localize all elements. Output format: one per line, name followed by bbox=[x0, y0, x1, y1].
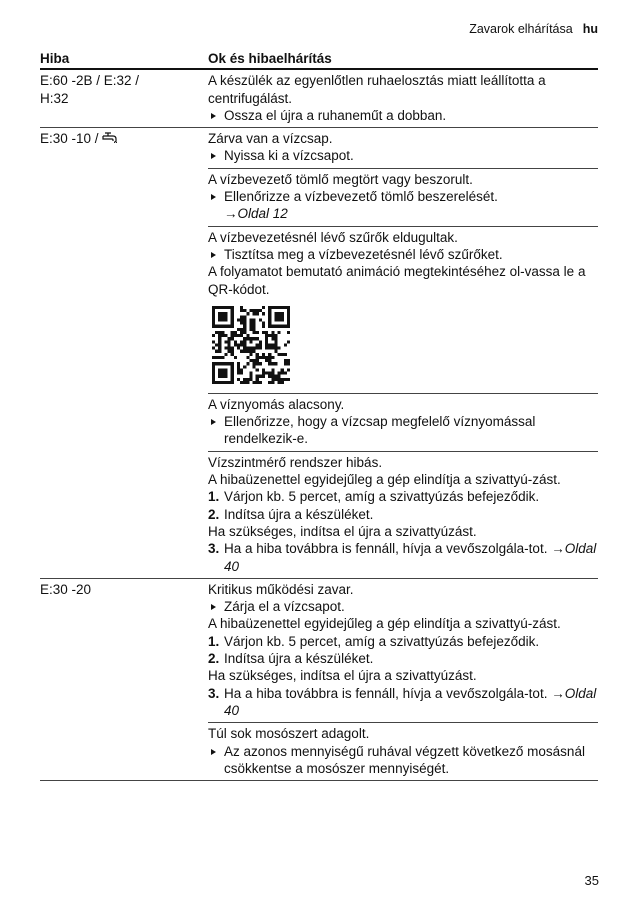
step-text: Indítsa újra a készüléket. bbox=[224, 651, 374, 667]
step-number: 2. bbox=[208, 651, 220, 667]
reference-link[interactable]: Oldal 40 bbox=[224, 541, 597, 574]
cause-cells bbox=[208, 579, 598, 780]
step-item bbox=[208, 506, 598, 523]
step-text: Várjon kb. 5 percet, amíg a szivattyúzás befejeződik. bbox=[224, 633, 540, 649]
reference-arrow: → bbox=[551, 541, 565, 557]
column-header-fault: Hiba bbox=[40, 51, 70, 66]
cause-cells bbox=[208, 128, 598, 578]
cause-text: A hibaüzenettel egyidejűleg a gép elindítja a szivattyú-zást. bbox=[208, 472, 561, 488]
step-number: 1. bbox=[208, 633, 220, 649]
step-text: Ha a hiba továbbra is fennáll, hívja a vevőszolgála-tot. bbox=[224, 541, 548, 557]
action-item: Ellenőrizze a vízbevezető tömlő beszerelését. bbox=[208, 188, 598, 205]
running-header bbox=[469, 22, 598, 36]
table-header bbox=[40, 50, 598, 70]
cause-text: A víznyomás alacsony. bbox=[208, 396, 345, 412]
cause-cell bbox=[208, 70, 598, 127]
column-header-cause: Ok és hibaelhárítás bbox=[208, 51, 332, 66]
cause-text: Túl sok mosószert adagolt. bbox=[208, 726, 370, 742]
reference-arrow: → bbox=[224, 206, 238, 222]
fault-code: E:30 -20 bbox=[40, 581, 92, 597]
page-reference[interactable] bbox=[208, 205, 598, 222]
cause-text: Kritikus működési zavar. bbox=[208, 581, 354, 597]
action-item: Ellenőrizze, hogy a vízcsap megfelelő víznyomással rendelkezik-e. bbox=[208, 413, 598, 448]
step-item bbox=[208, 685, 598, 720]
action-item: Ossza el újra a ruhaneműt a dobban. bbox=[208, 107, 598, 124]
cause-cell bbox=[208, 394, 598, 452]
cause-cell bbox=[208, 169, 598, 227]
action-item: Zárja el a vízcsapot. bbox=[208, 598, 598, 615]
cause-text: A vízbevezető tömlő megtört vagy beszorult. bbox=[208, 171, 473, 187]
step-text: Indítsa újra a készüléket. bbox=[224, 506, 374, 522]
language-code: hu bbox=[582, 22, 598, 36]
step-item bbox=[208, 650, 598, 667]
cause-text: Vízszintmérő rendszer hibás. bbox=[208, 454, 383, 470]
qr-instruction: A folyamatot bemutató animáció megtekintéséhez ol-vassa le a QR-kódot. bbox=[208, 264, 586, 297]
step-number: 1. bbox=[208, 489, 220, 505]
cause-cell bbox=[208, 227, 598, 394]
cause-text: A készülék az egyenlőtlen ruhaelosztás miatt leállította a centrifugálást. bbox=[208, 73, 546, 106]
step-number: 2. bbox=[208, 506, 220, 522]
reference-link[interactable]: Oldal 12 bbox=[237, 206, 288, 222]
page-number: 35 bbox=[584, 873, 599, 888]
step-number: 3. bbox=[208, 541, 220, 557]
water-tap-icon bbox=[102, 132, 118, 145]
table-row bbox=[40, 579, 598, 781]
step-text: Várjon kb. 5 percet, amíg a szivattyúzás befejeződik. bbox=[224, 489, 540, 505]
step-item bbox=[208, 540, 598, 575]
cause-cell bbox=[208, 452, 598, 578]
fault-code: E:30 -10 / bbox=[40, 131, 99, 147]
cause-cell bbox=[208, 723, 598, 780]
step-item bbox=[208, 488, 598, 505]
cause-text: Zárva van a vízcsap. bbox=[208, 131, 333, 147]
table-row bbox=[40, 128, 598, 579]
cause-text: A hibaüzenettel egyidejűleg a gép elindítja a szivattyú-zást. bbox=[208, 616, 561, 632]
step-item bbox=[208, 633, 598, 650]
section-title: Zavarok elhárítása bbox=[469, 22, 573, 36]
table-row bbox=[40, 70, 598, 128]
cause-cell bbox=[208, 128, 598, 169]
reference-link[interactable]: Oldal 40 bbox=[224, 685, 597, 718]
cause-text: Ha szükséges, indítsa el újra a szivattyúzást. bbox=[208, 668, 477, 684]
qr-code[interactable] bbox=[212, 306, 290, 384]
step-number: 3. bbox=[208, 685, 220, 701]
cause-cells bbox=[208, 70, 598, 127]
step-text: Ha a hiba továbbra is fennáll, hívja a vevőszolgála-tot. bbox=[224, 685, 548, 701]
action-item: Tisztítsa meg a vízbevezetésnél lévő szűrőket. bbox=[208, 246, 598, 263]
fault-code: E:60 -2B / E:32 / H:32 bbox=[40, 73, 140, 106]
action-item: Nyissa ki a vízcsapot. bbox=[208, 147, 598, 164]
cause-text: Ha szükséges, indítsa el újra a szivattyúzást. bbox=[208, 523, 477, 539]
action-item: Az azonos mennyiségű ruhával végzett következő mosásnál csökkentse a mosószer mennyiségét. bbox=[208, 743, 598, 778]
fault-table bbox=[40, 50, 598, 781]
reference-arrow: → bbox=[551, 685, 565, 701]
cause-cell bbox=[208, 579, 598, 723]
fault-code-cell bbox=[40, 128, 208, 578]
cause-text: A vízbevezetésnél lévő szűrők eldugultak. bbox=[208, 229, 458, 245]
